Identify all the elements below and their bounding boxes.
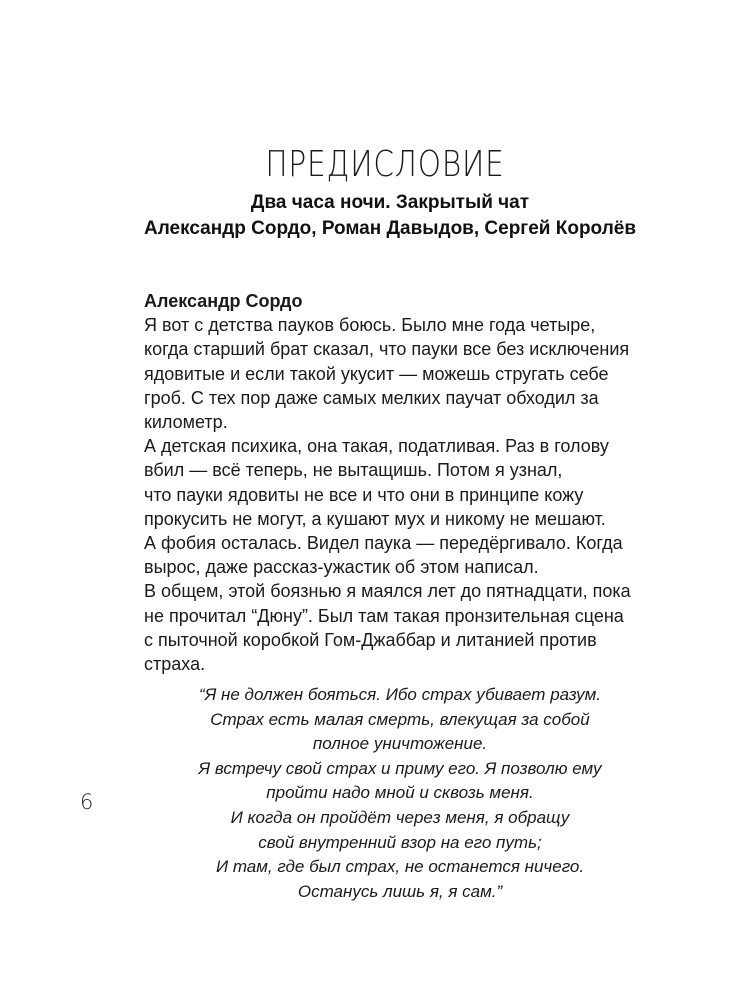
quote-line: Останусь лишь я, я сам.”	[297, 881, 503, 901]
paragraph-line: километр.	[144, 412, 228, 433]
chapter-subtitle-line-2: Александр Сордо, Роман Давыдов, Сергей Королёв	[143, 218, 637, 239]
paragraph-line: с пыточной коробкой Гом-Джаббар и литанией против	[144, 629, 597, 650]
paragraph-line: прокусить не могут, а кушают мух и никому не мешают.	[144, 508, 606, 529]
quote-line: “Я не должен бояться. Ибо страх убивает разум.	[199, 685, 601, 704]
page-number: 6	[80, 790, 94, 814]
paragraph-line: В общем, этой боязнью я маялся лет до пятнадцати, пока	[144, 581, 631, 602]
paragraph-line: гроб. С тех пор даже самых мелких паучат обходил за	[144, 387, 599, 408]
paragraph-line: Я вот с детства пауков боюсь. Было мне года четыре,	[144, 315, 596, 336]
paragraph-line: не прочитал “Дюну”. Был там такая пронзительная сцена	[144, 605, 624, 626]
quote-line: свой внутренний взор на его путь;	[258, 832, 542, 852]
paragraph-line: А фобия осталась. Видел паука — передёргивало. Когда	[144, 533, 623, 554]
quote-line: полное уничтожение.	[312, 734, 488, 754]
speaker-name: Александр Сордо	[144, 291, 303, 311]
paragraph-line: А детская психика, она такая, податливая. Раз в голову	[144, 436, 609, 457]
body-text	[144, 289, 664, 676]
quote-line: И там, где был страх, не останется ничего.	[215, 857, 585, 877]
paragraph-line: что пауки ядовиты не все и что они в принципе кожу	[144, 484, 584, 505]
paragraph-line: вырос, даже рассказ-ужастик об этом написал.	[144, 557, 539, 578]
quote-line: Я встречу свой страх и приму его. Я позволю ему	[198, 758, 602, 778]
quote-line: Страх есть малая смерть, влекущая за собой	[210, 709, 590, 729]
chapter-title: ПРЕДИСЛОВИЕ	[265, 144, 505, 185]
paragraph-line: вбил — всё теперь, не вытащишь. Потом я узнал,	[144, 460, 563, 481]
litany-quote	[140, 683, 660, 904]
paragraph-line: страха.	[144, 654, 206, 675]
quote-line: И когда он пройдёт через меня, я обращу	[230, 807, 570, 827]
paragraph-line: ядовитые и если такой укусит — можешь стругать себе	[144, 363, 609, 384]
chapter-subtitle-line-1: Два часа ночи. Закрытый чат	[250, 192, 530, 213]
paragraph-line: когда старший брат сказал, что пауки все без исключения	[144, 339, 630, 360]
quote-line: пройти надо мной и сквозь меня.	[266, 783, 534, 803]
